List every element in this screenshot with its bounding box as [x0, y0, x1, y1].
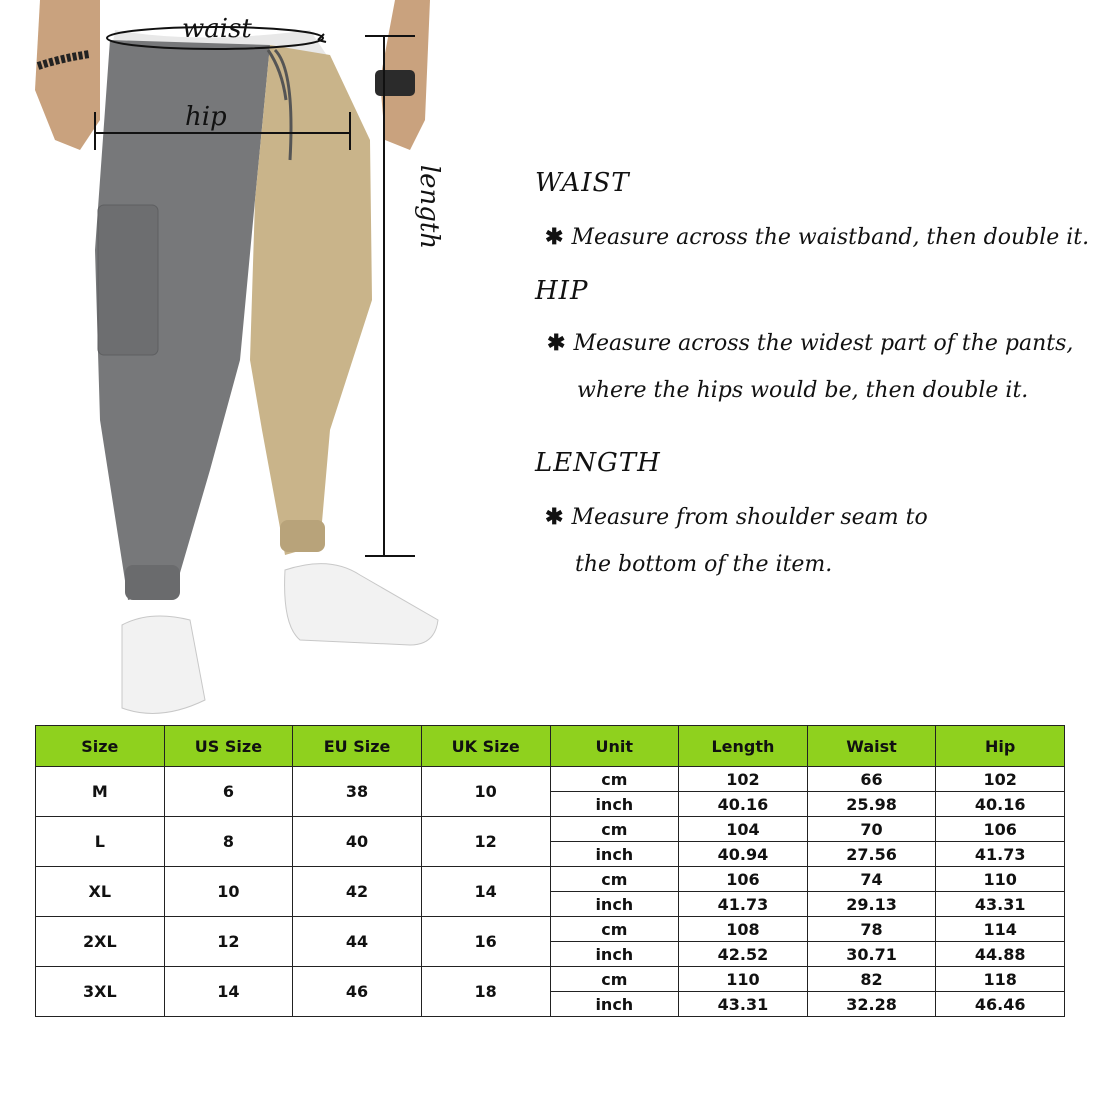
header-uk-size: UK Size [421, 726, 550, 767]
table-row [36, 867, 1065, 892]
uk-size-cell: 14 [421, 867, 550, 917]
unit-cell: cm [550, 967, 679, 992]
length-heading: LENGTH [535, 448, 661, 478]
length-cell: 41.73 [679, 892, 808, 917]
length-cell: 102 [679, 767, 808, 792]
hip-cell: 102 [936, 767, 1065, 792]
size-cell: M [36, 767, 165, 817]
uk-size-cell: 12 [421, 817, 550, 867]
cargo-pocket [98, 205, 158, 355]
waist-cell: 74 [807, 867, 936, 892]
hip-cell: 43.31 [936, 892, 1065, 917]
size-cell: 2XL [36, 917, 165, 967]
hip-cell: 106 [936, 817, 1065, 842]
waist-cell: 32.28 [807, 992, 936, 1017]
unit-cell: inch [550, 942, 679, 967]
us-size-cell: 10 [164, 867, 293, 917]
us-size-cell: 14 [164, 967, 293, 1017]
header-length: Length [679, 726, 808, 767]
waist-guide-label: waist [182, 14, 252, 44]
eu-size-cell: 38 [293, 767, 422, 817]
bullet-icon: ✱ [547, 330, 566, 356]
eu-size-cell: 46 [293, 967, 422, 1017]
bullet-icon: ✱ [545, 224, 564, 250]
length-cell: 43.31 [679, 992, 808, 1017]
waist-cell: 25.98 [807, 792, 936, 817]
length-instruction-line-2: the bottom of the item. [575, 552, 833, 577]
left-arm [35, 0, 100, 150]
unit-cell: cm [550, 817, 679, 842]
hip-cell: 41.73 [936, 842, 1065, 867]
table-body [36, 767, 1065, 1017]
us-size-cell: 6 [164, 767, 293, 817]
length-cell: 108 [679, 917, 808, 942]
table-row [36, 917, 1065, 942]
waist-cell: 70 [807, 817, 936, 842]
table-row [36, 817, 1065, 842]
hip-guide-label: hip [185, 102, 227, 132]
uk-size-cell: 18 [421, 967, 550, 1017]
waist-cell: 78 [807, 917, 936, 942]
waist-instruction [545, 224, 1089, 250]
hip-cell: 44.88 [936, 942, 1065, 967]
eu-size-cell: 42 [293, 867, 422, 917]
hip-cell: 110 [936, 867, 1065, 892]
header-size: Size [36, 726, 165, 767]
unit-cell: inch [550, 992, 679, 1017]
hip-cell: 118 [936, 967, 1065, 992]
waist-cell: 82 [807, 967, 936, 992]
unit-cell: cm [550, 867, 679, 892]
length-cell: 42.52 [679, 942, 808, 967]
uk-size-cell: 10 [421, 767, 550, 817]
hip-cell: 40.16 [936, 792, 1065, 817]
unit-cell: inch [550, 842, 679, 867]
eu-size-cell: 40 [293, 817, 422, 867]
table-row [36, 767, 1065, 792]
unit-cell: inch [550, 792, 679, 817]
header-waist: Waist [807, 726, 936, 767]
measurement-guide [535, 160, 1095, 600]
size-cell: 3XL [36, 967, 165, 1017]
hip-heading: HIP [535, 276, 589, 306]
length-cell: 104 [679, 817, 808, 842]
waist-cell: 66 [807, 767, 936, 792]
uk-size-cell: 16 [421, 917, 550, 967]
hip-cell: 114 [936, 917, 1065, 942]
bullet-icon: ✱ [545, 504, 564, 530]
size-cell: L [36, 817, 165, 867]
us-size-cell: 8 [164, 817, 293, 867]
size-chart-table [35, 725, 1065, 1017]
table-row [36, 967, 1065, 992]
eu-size-cell: 44 [293, 917, 422, 967]
header-eu-size: EU Size [293, 726, 422, 767]
hip-cell: 46.46 [936, 992, 1065, 1017]
waist-cell: 29.13 [807, 892, 936, 917]
grey-cuff [125, 565, 180, 600]
unit-cell: cm [550, 767, 679, 792]
khaki-leg [250, 45, 372, 555]
length-cell: 106 [679, 867, 808, 892]
header-hip: Hip [936, 726, 1065, 767]
unit-cell: inch [550, 892, 679, 917]
length-cell: 40.94 [679, 842, 808, 867]
us-size-cell: 12 [164, 917, 293, 967]
waist-instruction-text: Measure across the waistband, then double it. [571, 225, 1090, 250]
wristwatch [375, 70, 415, 96]
length-cell: 110 [679, 967, 808, 992]
hip-instruction [547, 330, 1073, 356]
left-sneaker [122, 616, 205, 713]
waist-cell: 27.56 [807, 842, 936, 867]
waist-heading: WAIST [535, 168, 630, 198]
header-unit: Unit [550, 726, 679, 767]
jogger-pants-illustration [0, 0, 520, 720]
waist-cell: 30.71 [807, 942, 936, 967]
length-guide-label: length [414, 164, 444, 250]
length-instruction [545, 504, 928, 530]
length-cell: 40.16 [679, 792, 808, 817]
table-header-row [36, 726, 1065, 767]
khaki-cuff [280, 520, 325, 552]
header-us-size: US Size [164, 726, 293, 767]
hip-instruction-line-2: where the hips would be, then double it. [577, 378, 1029, 403]
unit-cell: cm [550, 917, 679, 942]
product-figure [0, 0, 520, 720]
length-instruction-text: Measure from shoulder seam to [571, 505, 928, 530]
size-cell: XL [36, 867, 165, 917]
right-sneaker [285, 564, 438, 645]
hip-instruction-text: Measure across the widest part of the pants, [573, 331, 1074, 356]
